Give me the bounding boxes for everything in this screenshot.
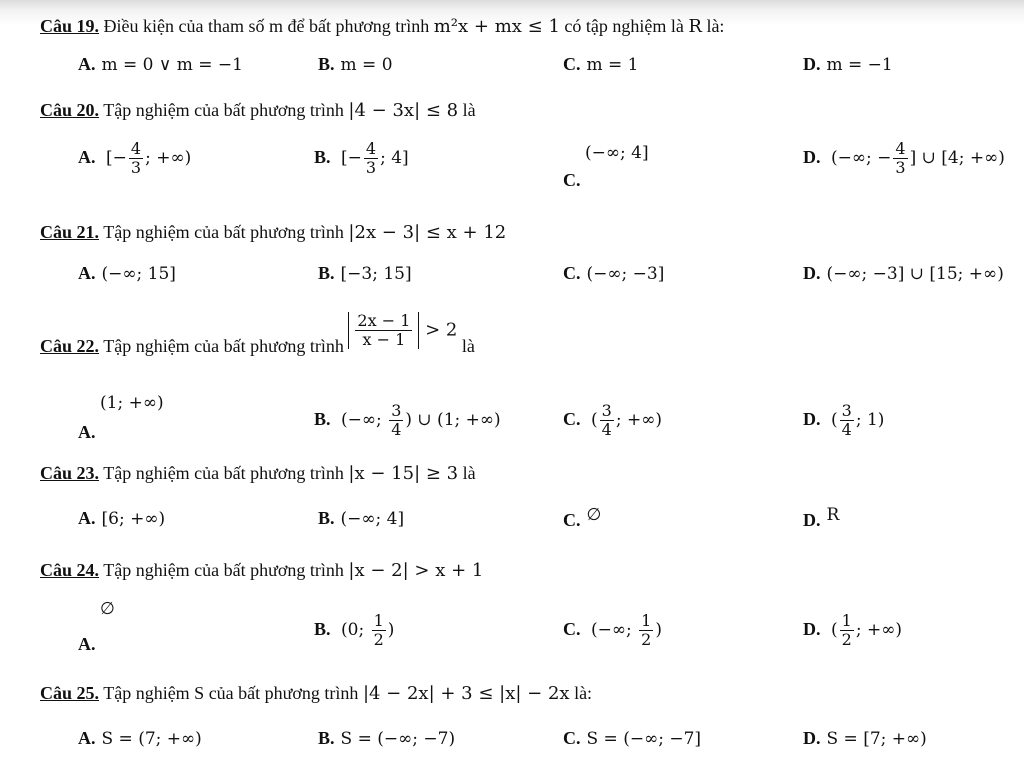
- option-letter: B.: [314, 409, 331, 429]
- question-text-2: có tập nghiệm là: [564, 16, 684, 36]
- option-d[interactable]: [803, 728, 927, 749]
- option-letter: C.: [563, 409, 581, 429]
- interval-open: (−∞;: [341, 410, 388, 430]
- fraction: [600, 402, 614, 439]
- question-25: [40, 683, 592, 704]
- question-label: Câu 20.: [40, 100, 100, 120]
- fraction: [893, 140, 907, 177]
- option-d[interactable]: [803, 612, 902, 649]
- denominator: 2: [641, 630, 652, 649]
- fraction: [129, 140, 143, 177]
- fraction: [840, 402, 854, 439]
- interval-open: (0;: [341, 620, 370, 640]
- interval-open: (: [831, 410, 838, 430]
- denominator: 2: [373, 630, 384, 649]
- option-letter: B.: [314, 619, 331, 639]
- option-value: (−∞; −3] ∪ [15; +∞): [826, 264, 1004, 284]
- fraction: [840, 612, 854, 649]
- option-letter: B.: [318, 263, 335, 283]
- question-text: Tập nghiệm của bất phương trình: [103, 336, 344, 356]
- numerator: 4: [365, 139, 377, 158]
- option-a[interactable]: [78, 598, 115, 654]
- option-letter: B.: [318, 508, 335, 528]
- question-label: Câu 24.: [40, 560, 100, 580]
- option-letter: B.: [314, 147, 331, 167]
- option-letter: B.: [318, 728, 335, 748]
- option-a[interactable]: [78, 263, 176, 284]
- option-value: S = (−∞; −7): [340, 729, 456, 749]
- option-b[interactable]: [318, 263, 412, 284]
- option-letter: D.: [803, 728, 821, 748]
- option-value: (−∞; 4]: [340, 509, 405, 529]
- interval-close: ; +∞): [855, 620, 902, 640]
- numerator: 3: [601, 401, 612, 420]
- option-letter: A.: [78, 422, 96, 442]
- option-a[interactable]: [78, 392, 164, 442]
- option-b[interactable]: [318, 728, 455, 749]
- question-text: Tập nghiệm của bất phương trình: [103, 222, 344, 242]
- fraction: [639, 612, 653, 649]
- option-value: m = −1: [826, 55, 893, 75]
- denominator: 4: [601, 420, 612, 439]
- option-letter: C.: [563, 728, 581, 748]
- numerator: 3: [391, 401, 402, 420]
- numerator: 1: [841, 611, 852, 630]
- option-value: S = (−∞; −7]: [586, 729, 702, 749]
- option-a[interactable]: [78, 54, 243, 75]
- option-letter: D.: [803, 54, 821, 74]
- option-letter: D.: [803, 409, 821, 429]
- option-value: ∅: [100, 599, 115, 619]
- numerator: 1: [641, 611, 652, 630]
- denominator: 3: [130, 158, 142, 177]
- denominator: 3: [365, 158, 377, 177]
- option-value: S = [7; +∞): [826, 729, 927, 749]
- interval-close: ): [387, 620, 395, 640]
- relation: > 2: [425, 319, 458, 341]
- option-c[interactable]: [563, 612, 662, 649]
- option-b[interactable]: [318, 54, 393, 75]
- option-value: (−∞; 15]: [101, 264, 176, 284]
- question-23: [40, 463, 476, 484]
- option-d[interactable]: [803, 54, 893, 75]
- interval-close: ): [655, 620, 662, 640]
- question-label: Câu 25.: [40, 683, 100, 703]
- interval-close: ; 1): [855, 410, 885, 430]
- question-tail: là:: [574, 683, 593, 703]
- option-letter: A.: [78, 508, 96, 528]
- option-d[interactable]: [803, 402, 884, 439]
- option-value: (−∞; 4]: [585, 143, 649, 163]
- option-letter: C.: [563, 619, 581, 639]
- option-c[interactable]: [563, 142, 649, 190]
- option-value: R: [826, 505, 840, 525]
- interval-open: (−∞;: [591, 620, 638, 640]
- option-a[interactable]: [78, 140, 191, 177]
- question-text: Điều kiện của tham số m để bất phương trình: [103, 16, 430, 36]
- option-letter: B.: [318, 54, 335, 74]
- question-22: [40, 312, 475, 357]
- question-24: [40, 560, 483, 581]
- option-letter: D.: [803, 619, 821, 639]
- question-text: Tập nghiệm của bất phương trình: [103, 100, 344, 120]
- interval-close: ; 4]: [380, 148, 409, 168]
- fraction: [372, 612, 386, 649]
- option-value: [6; +∞): [101, 509, 166, 529]
- option-b[interactable]: [314, 612, 394, 649]
- inequality: [348, 312, 457, 349]
- option-c[interactable]: [563, 402, 662, 439]
- option-letter: D.: [803, 147, 821, 167]
- option-c[interactable]: [563, 263, 664, 284]
- numerator: 4: [895, 139, 906, 158]
- denominator: 4: [391, 420, 402, 439]
- fraction: [364, 140, 378, 177]
- question-label: Câu 23.: [40, 463, 100, 483]
- option-letter: A.: [78, 147, 96, 167]
- numerator: 1: [373, 611, 384, 630]
- option-b[interactable]: [314, 140, 409, 177]
- inequality: m²x + mx ≤ 1: [433, 16, 560, 37]
- option-a[interactable]: [78, 728, 202, 749]
- question-21: [40, 222, 506, 243]
- question-label: Câu 21.: [40, 222, 100, 242]
- option-letter: C.: [563, 54, 581, 74]
- option-letter: A.: [78, 634, 96, 654]
- option-b[interactable]: [318, 508, 404, 529]
- interval-open: [−: [106, 148, 127, 168]
- option-value: (−∞; −3]: [586, 264, 665, 284]
- interval-open: [−: [341, 148, 362, 168]
- fraction: [389, 402, 403, 439]
- denominator: 4: [841, 420, 852, 439]
- inequality: |2x − 3| ≤ x + 12: [348, 222, 507, 243]
- interval-close: ; +∞): [615, 410, 662, 430]
- option-letter: D.: [803, 510, 821, 530]
- interval-open: (: [831, 620, 838, 640]
- set-r: R: [688, 16, 702, 37]
- question-text: Tập nghiệm của bất phương trình: [103, 560, 344, 580]
- question-text-3: là:: [706, 16, 725, 36]
- option-letter: C.: [563, 170, 581, 190]
- option-c[interactable]: [563, 504, 602, 530]
- option-b[interactable]: [314, 402, 501, 439]
- option-d[interactable]: [803, 263, 1004, 284]
- numerator: 2x − 1: [357, 311, 411, 330]
- option-value: S = (7; +∞): [101, 729, 202, 749]
- question-20: [40, 100, 476, 121]
- option-letter: C.: [563, 510, 581, 530]
- question-text: Tập nghiệm S của bất phương trình: [103, 683, 359, 703]
- inequality: |x − 15| ≥ 3: [348, 463, 459, 484]
- question-tail: là: [461, 336, 475, 356]
- numerator: 4: [130, 139, 142, 158]
- option-value: (1; +∞): [100, 393, 164, 413]
- option-letter: A.: [78, 263, 96, 283]
- option-letter: D.: [803, 263, 821, 283]
- question-label: Câu 22.: [40, 336, 100, 356]
- question-tail: là: [462, 100, 476, 120]
- option-letter: C.: [563, 263, 581, 283]
- question-tail: là: [462, 463, 476, 483]
- denominator: x − 1: [362, 330, 406, 349]
- interval-close: ; +∞): [145, 148, 192, 168]
- inequality: |4 − 2x| + 3 ≤ |x| − 2x: [362, 683, 570, 704]
- question-text: Tập nghiệm của bất phương trình: [103, 463, 344, 483]
- numerator: 3: [841, 401, 852, 420]
- option-value: m = 0 ∨ m = −1: [101, 55, 243, 75]
- option-letter: A.: [78, 728, 96, 748]
- interval-open: (−∞; −: [831, 148, 892, 168]
- question-19: [40, 16, 724, 37]
- option-value: ∅: [586, 505, 602, 525]
- inequality: |x − 2| > x + 1: [348, 560, 484, 581]
- option-value: m = 1: [586, 55, 639, 75]
- interval-close: ) ∪ (1; +∞): [405, 410, 501, 430]
- denominator: 3: [895, 158, 906, 177]
- option-d[interactable]: [803, 140, 1005, 177]
- inequality: |4 − 3x| ≤ 8: [348, 100, 459, 121]
- interval-open: (: [591, 410, 598, 430]
- question-label: Câu 19.: [40, 16, 100, 36]
- option-c[interactable]: [563, 54, 639, 75]
- interval-close: ] ∪ [4; +∞): [909, 148, 1005, 168]
- denominator: 2: [841, 630, 852, 649]
- option-d[interactable]: [803, 504, 840, 530]
- option-a[interactable]: [78, 508, 165, 529]
- option-value: m = 0: [340, 55, 393, 75]
- option-c[interactable]: [563, 728, 701, 749]
- option-value: [−3; 15]: [340, 264, 412, 284]
- option-letter: A.: [78, 54, 96, 74]
